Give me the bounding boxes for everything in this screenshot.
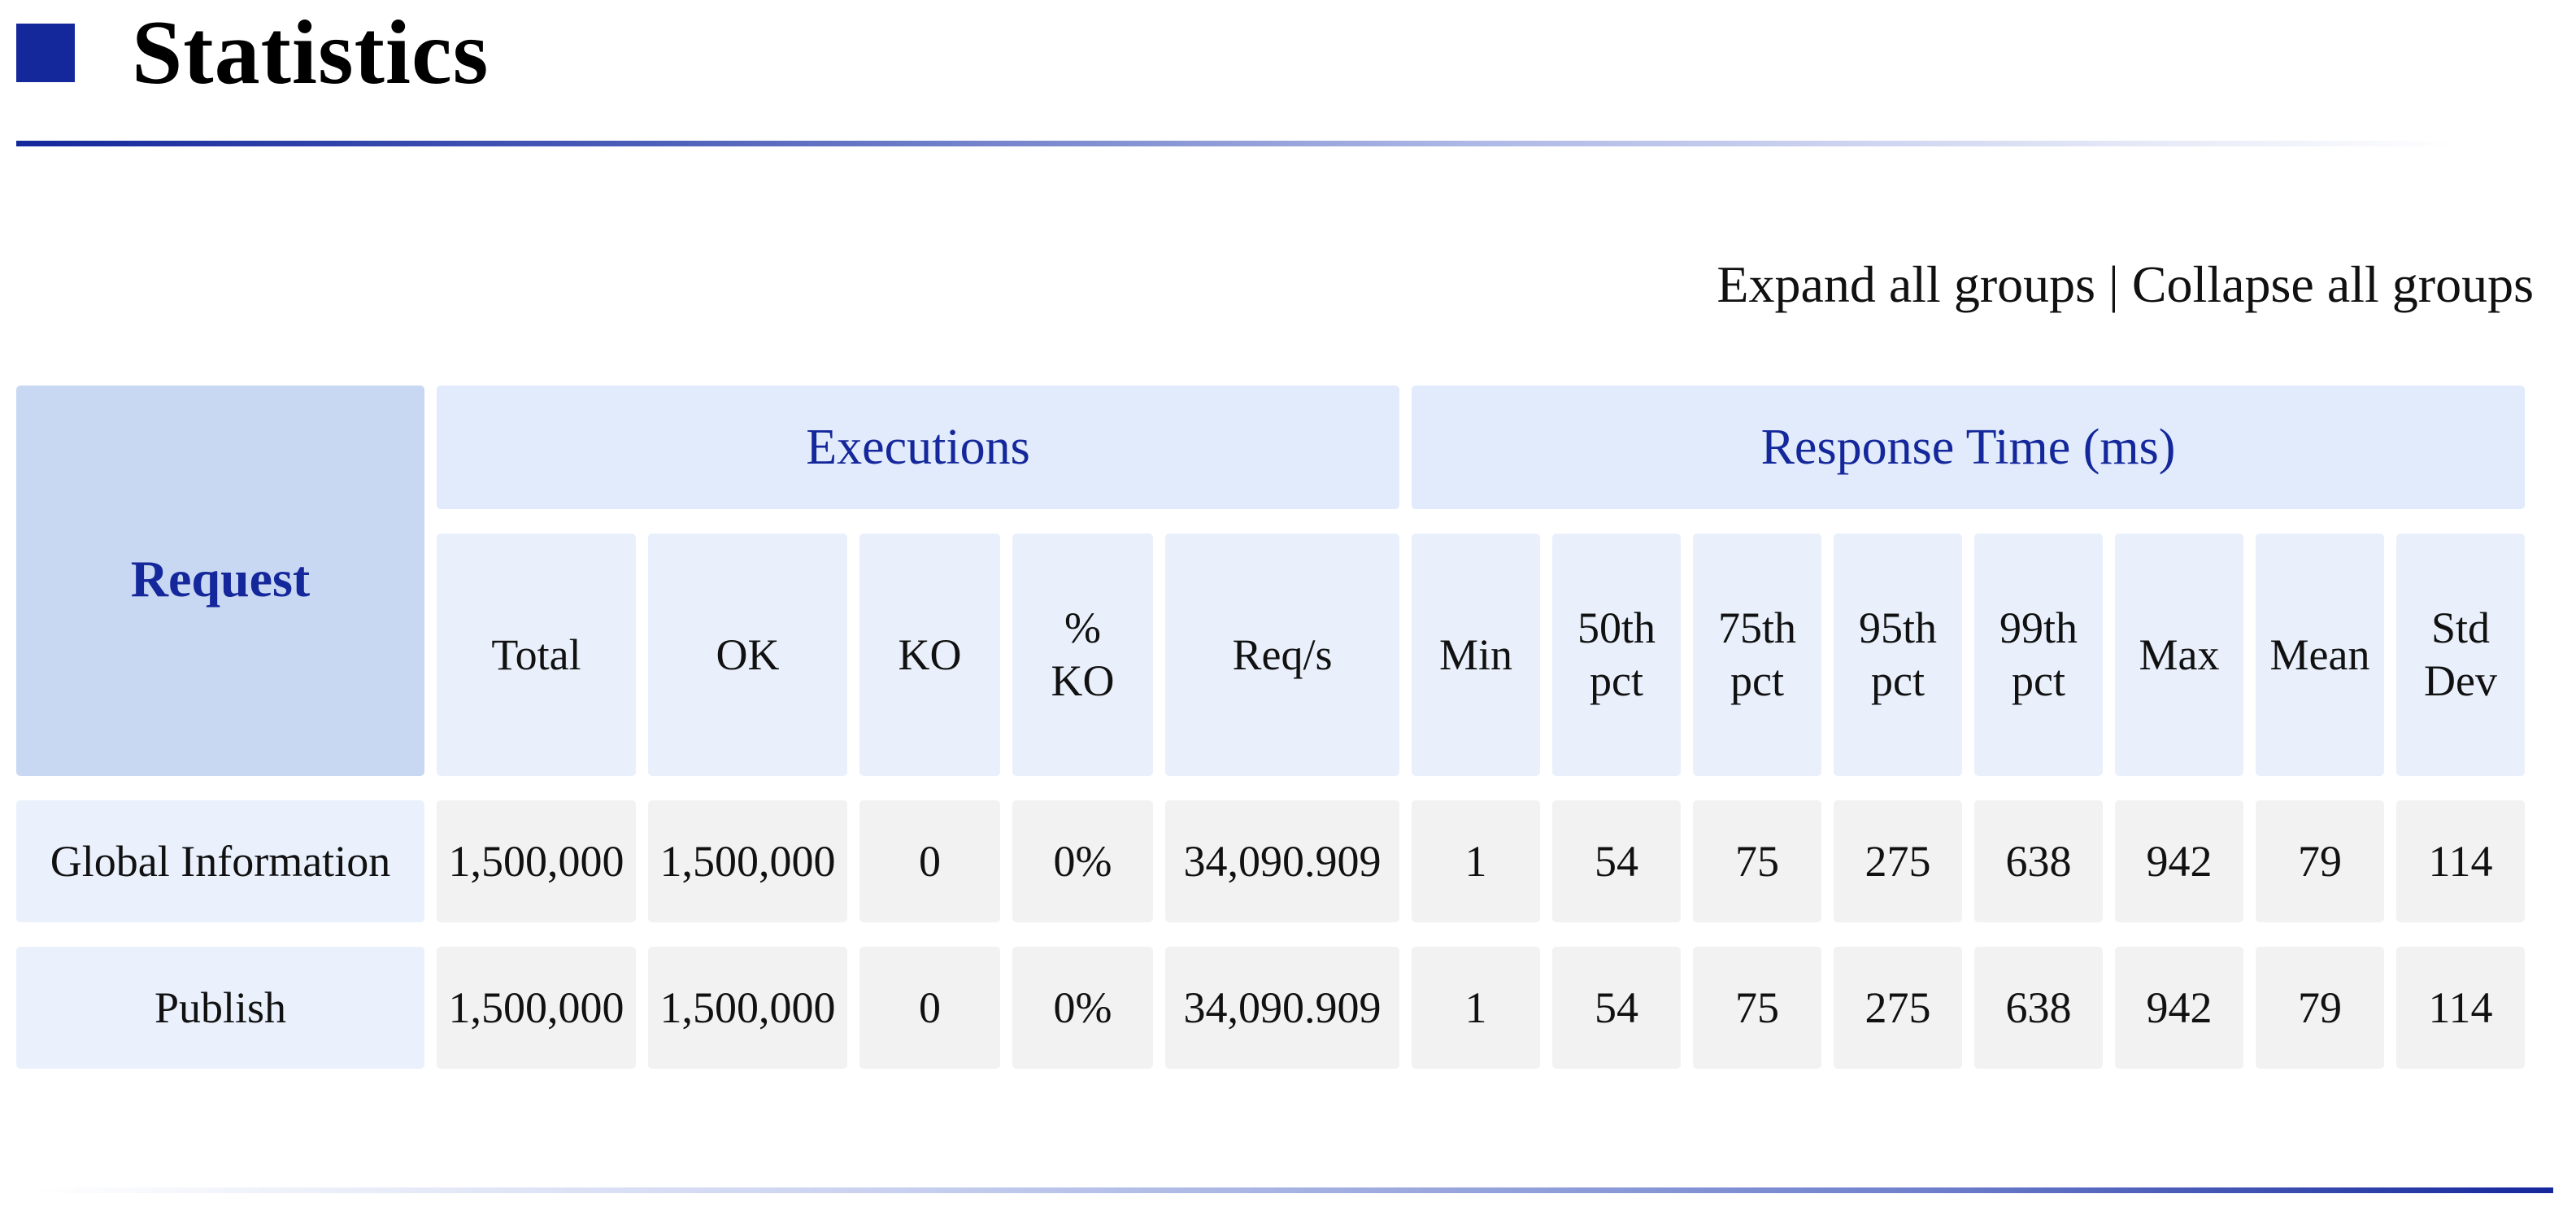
table-row[interactable] [16, 800, 2525, 922]
group-header-row [16, 386, 2525, 509]
max-cell: 942 [2115, 800, 2243, 922]
footer-divider [33, 1187, 2553, 1193]
ko-cell: 0 [859, 800, 1000, 922]
ok-column-header[interactable]: OK [648, 534, 847, 776]
mean-column-header[interactable]: Mean [2256, 534, 2384, 776]
ok-cell: 1,500,000 [648, 800, 847, 922]
p99-column-header[interactable]: 99th pct [1974, 534, 2103, 776]
p99-cell: 638 [1974, 947, 2103, 1069]
p75-column-header[interactable]: 75th pct [1693, 534, 1821, 776]
collapse-all-groups-link[interactable]: Collapse all groups [2131, 255, 2534, 313]
total-cell: 1,500,000 [437, 800, 636, 922]
executions-group-header: Executions [437, 386, 1399, 509]
header-divider [16, 141, 2456, 146]
p50-cell: 54 [1552, 947, 1681, 1069]
max-cell: 942 [2115, 947, 2243, 1069]
mean-cell: 79 [2256, 800, 2384, 922]
min-cell: 1 [1412, 947, 1540, 1069]
pct-ko-cell: 0% [1012, 800, 1153, 922]
req-s-column-header[interactable]: Req/s [1165, 534, 1399, 776]
table-row[interactable] [16, 947, 2525, 1069]
request-name-cell[interactable]: Global Information [16, 800, 424, 922]
statistics-table [4, 361, 2537, 1093]
p75-cell: 75 [1693, 800, 1821, 922]
total-column-header[interactable]: Total [437, 534, 636, 776]
request-name-cell[interactable]: Publish [16, 947, 424, 1069]
request-column-header[interactable]: Request [16, 386, 424, 776]
page-title: Statistics [132, 2, 490, 103]
p50-column-header[interactable]: 50th pct [1552, 534, 1681, 776]
pct-ko-column-header[interactable]: % KO [1012, 534, 1153, 776]
p50-cell: 54 [1552, 800, 1681, 922]
total-cell: 1,500,000 [437, 947, 636, 1069]
p99-cell: 638 [1974, 800, 2103, 922]
req-s-cell: 34,090.909 [1165, 800, 1399, 922]
expand-all-groups-link[interactable]: Expand all groups [1717, 255, 2096, 313]
max-column-header[interactable]: Max [2115, 534, 2243, 776]
std-dev-column-header[interactable]: Std Dev [2396, 534, 2525, 776]
response-time-group-header: Response Time (ms) [1412, 386, 2525, 509]
title-square-icon [16, 24, 75, 82]
mean-cell: 79 [2256, 947, 2384, 1069]
p75-cell: 75 [1693, 947, 1821, 1069]
group-controls-separator: | [2108, 255, 2119, 313]
group-controls [1717, 255, 2534, 313]
std-dev-cell: 114 [2396, 947, 2525, 1069]
req-s-cell: 34,090.909 [1165, 947, 1399, 1069]
p95-cell: 275 [1834, 800, 1962, 922]
min-cell: 1 [1412, 800, 1540, 922]
ko-column-header[interactable]: KO [859, 534, 1000, 776]
page-header [16, 0, 489, 106]
p95-column-header[interactable]: 95th pct [1834, 534, 1962, 776]
ok-cell: 1,500,000 [648, 947, 847, 1069]
min-column-header[interactable]: Min [1412, 534, 1540, 776]
p95-cell: 275 [1834, 947, 1962, 1069]
pct-ko-cell: 0% [1012, 947, 1153, 1069]
ko-cell: 0 [859, 947, 1000, 1069]
std-dev-cell: 114 [2396, 800, 2525, 922]
